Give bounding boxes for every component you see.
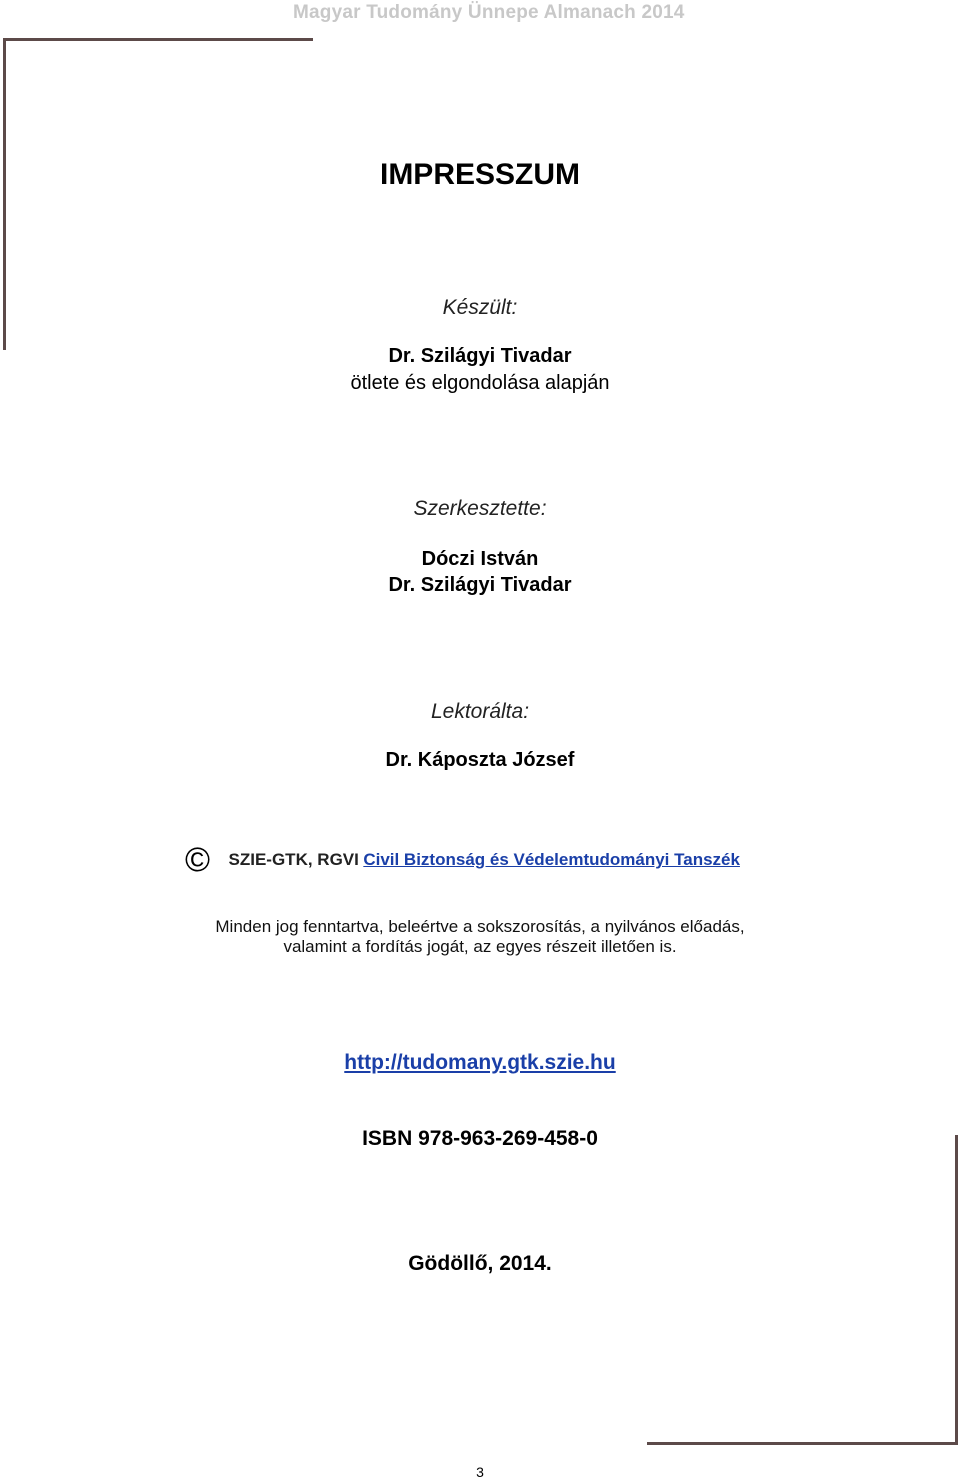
made-author-name: Dr. Szilágyi Tivadar <box>388 345 572 367</box>
frame-bottom-right-vertical-line <box>955 1135 958 1445</box>
rights-statement-line: valamint a fordítás jogát, az egyes részeit illetően is. <box>283 937 677 956</box>
page-number: 3 <box>476 1464 484 1480</box>
reviewer-name: Dr. Káposzta József <box>385 749 575 771</box>
running-header: Magyar Tudomány Ünnepe Almanach 2014 <box>293 2 685 23</box>
copyright-icon: © <box>185 841 211 879</box>
place-and-date: Gödöllő, 2014. <box>408 1252 552 1275</box>
rights-statement-line: Minden jog fenntartva, beleértve a sokszorosítás, a nyilvános előadás, <box>215 917 745 936</box>
frame-top-left-horizontal-line <box>3 38 313 41</box>
page-title: IMPRESSZUM <box>379 158 580 191</box>
website-link-text[interactable]: http://tudomany.gtk.szie.hu <box>344 1051 616 1074</box>
copyright-organization: SZIE-GTK, RGVI <box>228 850 359 869</box>
frame-bottom-right-horizontal-line <box>647 1442 958 1445</box>
website-link <box>0 1051 960 1075</box>
reviewer-label: Lektorálta: <box>430 700 530 723</box>
isbn: ISBN 978-963-269-458-0 <box>362 1127 598 1150</box>
editor-name: Dóczi István <box>421 548 539 570</box>
copyright-line <box>185 843 740 877</box>
editors-label: Szerkesztette: <box>413 497 547 520</box>
editor-name: Dr. Szilágyi Tivadar <box>388 574 572 596</box>
department-link[interactable]: Civil Biztonság és Védelemtudományi Tanszék <box>363 850 740 869</box>
made-label: Készült: <box>442 296 518 319</box>
made-description: ötlete és elgondolása alapján <box>350 372 610 394</box>
